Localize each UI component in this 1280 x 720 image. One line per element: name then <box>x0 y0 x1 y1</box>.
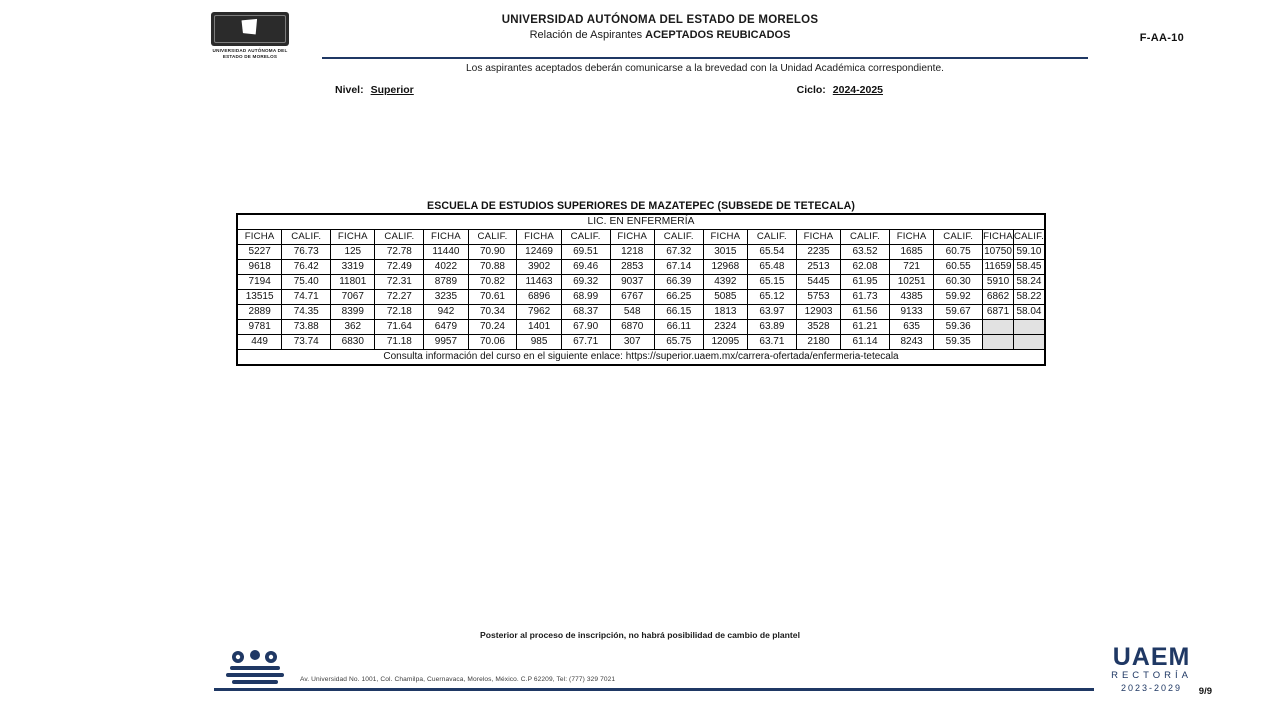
cell-ficha: 5445 <box>796 275 840 290</box>
cell-ficha: 7962 <box>517 305 561 320</box>
cell-calif: 70.88 <box>468 260 517 275</box>
cell-calif: 71.18 <box>375 335 424 350</box>
cell-calif: 72.18 <box>375 305 424 320</box>
cell-calif: 61.56 <box>841 305 890 320</box>
cell-calif: 74.35 <box>282 305 331 320</box>
school-title: ESCUELA DE ESTUDIOS SUPERIORES DE MAZATEPEC (SUBSEDE DE TETECALA) <box>427 200 855 212</box>
cell-calif: 72.78 <box>375 245 424 260</box>
table-row <box>238 275 1045 290</box>
table-footer-row <box>238 350 1045 365</box>
header-ficha: FICHA <box>331 230 375 245</box>
header-ficha: FICHA <box>517 230 561 245</box>
cell-ficha: 548 <box>610 305 654 320</box>
cell-ficha: 2324 <box>703 320 747 335</box>
cell-ficha: 9957 <box>424 335 468 350</box>
cell-ficha: 4392 <box>703 275 747 290</box>
header-ficha: FICHA <box>424 230 468 245</box>
cell-ficha: 5910 <box>983 275 1014 290</box>
cell-empty <box>983 335 1014 350</box>
cell-ficha: 3319 <box>331 260 375 275</box>
cell-empty <box>1013 335 1044 350</box>
cell-calif: 69.51 <box>561 245 610 260</box>
cell-calif: 59.36 <box>934 320 983 335</box>
document-header <box>0 0 1280 72</box>
table-row <box>238 305 1045 320</box>
cell-calif: 58.04 <box>1013 305 1044 320</box>
cell-calif: 72.31 <box>375 275 424 290</box>
cell-calif: 70.24 <box>468 320 517 335</box>
header-calif: CALIF. <box>561 230 610 245</box>
cell-empty <box>1013 320 1044 335</box>
crest-label-line2: ESTADO DE MORELOS <box>222 54 278 60</box>
subtitle-prefix: Relación de Aspirantes <box>529 29 646 41</box>
cell-ficha: 2889 <box>238 305 282 320</box>
cycle-field <box>797 84 883 96</box>
cell-calif: 59.92 <box>934 290 983 305</box>
cell-calif: 70.34 <box>468 305 517 320</box>
header-calif: CALIF. <box>375 230 424 245</box>
cell-calif: 63.97 <box>747 305 796 320</box>
cell-ficha: 8789 <box>424 275 468 290</box>
cell-calif: 73.88 <box>282 320 331 335</box>
career-row <box>238 215 1045 230</box>
cell-ficha: 721 <box>889 260 933 275</box>
cell-ficha: 11659 <box>983 260 1014 275</box>
footer-divider <box>214 688 1094 691</box>
header-ficha: FICHA <box>889 230 933 245</box>
institution-title: UNIVERSIDAD AUTÓNOMA DEL ESTADO DE MORELOS <box>501 14 819 26</box>
cell-ficha: 6830 <box>331 335 375 350</box>
cell-calif: 66.25 <box>654 290 703 305</box>
cell-ficha: 985 <box>517 335 561 350</box>
uaem-brand-mark <box>1111 644 1192 694</box>
cell-ficha: 2853 <box>610 260 654 275</box>
cell-ficha: 3235 <box>424 290 468 305</box>
cell-calif: 58.45 <box>1013 260 1044 275</box>
header-calif: CALIF. <box>282 230 331 245</box>
cell-ficha: 2180 <box>796 335 840 350</box>
page-number: 9/9 <box>1198 686 1212 697</box>
crest-label-line1: UNIVERSIDAD AUTÓNOMA DEL <box>212 48 288 53</box>
cell-ficha: 8243 <box>889 335 933 350</box>
cell-calif: 71.64 <box>375 320 424 335</box>
cell-ficha: 362 <box>331 320 375 335</box>
cell-ficha: 4022 <box>424 260 468 275</box>
cell-calif: 61.95 <box>841 275 890 290</box>
table-header-row <box>238 230 1045 245</box>
header-titles <box>320 14 1000 41</box>
cell-calif: 59.35 <box>934 335 983 350</box>
cell-ficha: 307 <box>610 335 654 350</box>
cell-calif: 65.48 <box>747 260 796 275</box>
cell-calif: 62.08 <box>841 260 890 275</box>
uaem-crest-logo <box>200 12 300 60</box>
cell-ficha: 7067 <box>331 290 375 305</box>
cell-ficha: 11463 <box>517 275 561 290</box>
cycle-value: 2024-2025 <box>832 84 883 96</box>
footer-address: Av. Universidad No. 1001, Col. Chamilpa, Cuernavaca, Morelos, México. C.P 62209, Tel: (777) 329 7021 <box>300 676 616 683</box>
cell-ficha: 4385 <box>889 290 933 305</box>
cell-empty <box>983 320 1014 335</box>
cell-calif: 75.40 <box>282 275 331 290</box>
cell-calif: 67.90 <box>561 320 610 335</box>
header-calif: CALIF. <box>747 230 796 245</box>
cell-calif: 61.73 <box>841 290 890 305</box>
document-subtitle <box>320 29 1000 41</box>
footer-note: Posterior al proceso de inscripción, no habrá posibilidad de cambio de plantel <box>480 630 800 640</box>
course-link-note[interactable]: Consulta información del curso en el siguiente enlace: https://superior.uaem.mx/carrera-ofertada/enfermeria-tetecala <box>238 350 1045 365</box>
header-ficha: FICHA <box>796 230 840 245</box>
cell-calif: 67.32 <box>654 245 703 260</box>
cell-ficha: 2235 <box>796 245 840 260</box>
header-ficha: FICHA <box>238 230 282 245</box>
cell-ficha: 3015 <box>703 245 747 260</box>
cell-calif: 59.67 <box>934 305 983 320</box>
header-calif: CALIF. <box>468 230 517 245</box>
cell-ficha: 9781 <box>238 320 282 335</box>
level-label: Nivel: <box>335 84 364 96</box>
cell-calif: 65.15 <box>747 275 796 290</box>
cell-ficha: 1813 <box>703 305 747 320</box>
cell-calif: 65.75 <box>654 335 703 350</box>
cell-calif: 60.30 <box>934 275 983 290</box>
header-calif: CALIF. <box>841 230 890 245</box>
cell-calif: 63.52 <box>841 245 890 260</box>
header-ficha: FICHA <box>983 230 1014 245</box>
cell-ficha: 5085 <box>703 290 747 305</box>
cell-calif: 61.14 <box>841 335 890 350</box>
cell-ficha: 12903 <box>796 305 840 320</box>
cell-ficha: 8399 <box>331 305 375 320</box>
results-table-wrapper <box>236 213 1046 366</box>
cell-ficha: 6862 <box>983 290 1014 305</box>
cell-ficha: 13515 <box>238 290 282 305</box>
crest-icon <box>211 12 289 46</box>
header-calif: CALIF. <box>1013 230 1044 245</box>
cell-ficha: 6870 <box>610 320 654 335</box>
cell-ficha: 12095 <box>703 335 747 350</box>
cell-calif: 63.89 <box>747 320 796 335</box>
cell-calif: 60.75 <box>934 245 983 260</box>
cell-ficha: 10251 <box>889 275 933 290</box>
cell-calif: 66.11 <box>654 320 703 335</box>
brand-period: 2023-2029 <box>1121 683 1183 693</box>
cell-calif: 58.22 <box>1013 290 1044 305</box>
brand-name: UAEM <box>1112 643 1191 671</box>
table-row <box>238 335 1045 350</box>
cell-calif: 72.27 <box>375 290 424 305</box>
cell-ficha: 9133 <box>889 305 933 320</box>
cell-calif: 69.32 <box>561 275 610 290</box>
results-table <box>237 214 1045 365</box>
cell-ficha: 449 <box>238 335 282 350</box>
cell-ficha: 1401 <box>517 320 561 335</box>
cell-calif: 69.46 <box>561 260 610 275</box>
cell-calif: 60.55 <box>934 260 983 275</box>
cell-ficha: 125 <box>331 245 375 260</box>
cell-ficha: 7194 <box>238 275 282 290</box>
cell-ficha: 12968 <box>703 260 747 275</box>
cell-calif: 74.71 <box>282 290 331 305</box>
cell-calif: 70.06 <box>468 335 517 350</box>
cell-ficha: 5227 <box>238 245 282 260</box>
cell-ficha: 6871 <box>983 305 1014 320</box>
cell-ficha: 2513 <box>796 260 840 275</box>
cell-calif: 63.71 <box>747 335 796 350</box>
cell-ficha: 11801 <box>331 275 375 290</box>
cell-calif: 67.71 <box>561 335 610 350</box>
cell-calif: 67.14 <box>654 260 703 275</box>
table-row <box>238 245 1045 260</box>
cell-ficha: 942 <box>424 305 468 320</box>
cell-calif: 58.24 <box>1013 275 1044 290</box>
cell-ficha: 1685 <box>889 245 933 260</box>
table-row <box>238 260 1045 275</box>
cell-ficha: 9037 <box>610 275 654 290</box>
level-field <box>335 84 414 96</box>
cell-ficha: 5753 <box>796 290 840 305</box>
table-row <box>238 320 1045 335</box>
cell-calif: 66.15 <box>654 305 703 320</box>
cell-ficha: 11440 <box>424 245 468 260</box>
header-divider <box>322 57 1088 59</box>
cell-calif: 65.12 <box>747 290 796 305</box>
cell-calif: 70.82 <box>468 275 517 290</box>
header-calif: CALIF. <box>934 230 983 245</box>
cell-calif: 72.49 <box>375 260 424 275</box>
cell-ficha: 3902 <box>517 260 561 275</box>
cell-calif: 59.10 <box>1013 245 1044 260</box>
cell-ficha: 635 <box>889 320 933 335</box>
cell-ficha: 6767 <box>610 290 654 305</box>
cell-calif: 68.37 <box>561 305 610 320</box>
cell-calif: 73.74 <box>282 335 331 350</box>
cell-ficha: 9618 <box>238 260 282 275</box>
cycle-label: Ciclo: <box>796 84 826 96</box>
career-name: LIC. EN ENFERMERÍA <box>238 215 1045 230</box>
brand-unit: RECTORÍA <box>1111 670 1192 681</box>
cell-calif: 70.61 <box>468 290 517 305</box>
cell-calif: 76.42 <box>282 260 331 275</box>
cell-ficha: 6479 <box>424 320 468 335</box>
subtitle-strong: ACEPTADOS REUBICADOS <box>645 29 791 41</box>
level-value: Superior <box>370 84 414 96</box>
uaem-glyph-icon <box>222 648 288 688</box>
cell-ficha: 1218 <box>610 245 654 260</box>
cell-calif: 68.99 <box>561 290 610 305</box>
acceptance-notice: Los aspirantes aceptados deberán comunicarse a la brevedad con la Unidad Académica correspondiente. <box>466 63 944 74</box>
cell-calif: 61.21 <box>841 320 890 335</box>
cell-ficha: 12469 <box>517 245 561 260</box>
header-calif: CALIF. <box>654 230 703 245</box>
cell-ficha: 6896 <box>517 290 561 305</box>
header-ficha: FICHA <box>610 230 654 245</box>
table-row <box>238 290 1045 305</box>
cell-calif: 65.54 <box>747 245 796 260</box>
cell-calif: 66.39 <box>654 275 703 290</box>
form-code: F-AA-10 <box>1139 32 1184 44</box>
cell-calif: 70.90 <box>468 245 517 260</box>
cell-ficha: 10750 <box>983 245 1014 260</box>
cell-calif: 76.73 <box>282 245 331 260</box>
cell-ficha: 3528 <box>796 320 840 335</box>
header-ficha: FICHA <box>703 230 747 245</box>
